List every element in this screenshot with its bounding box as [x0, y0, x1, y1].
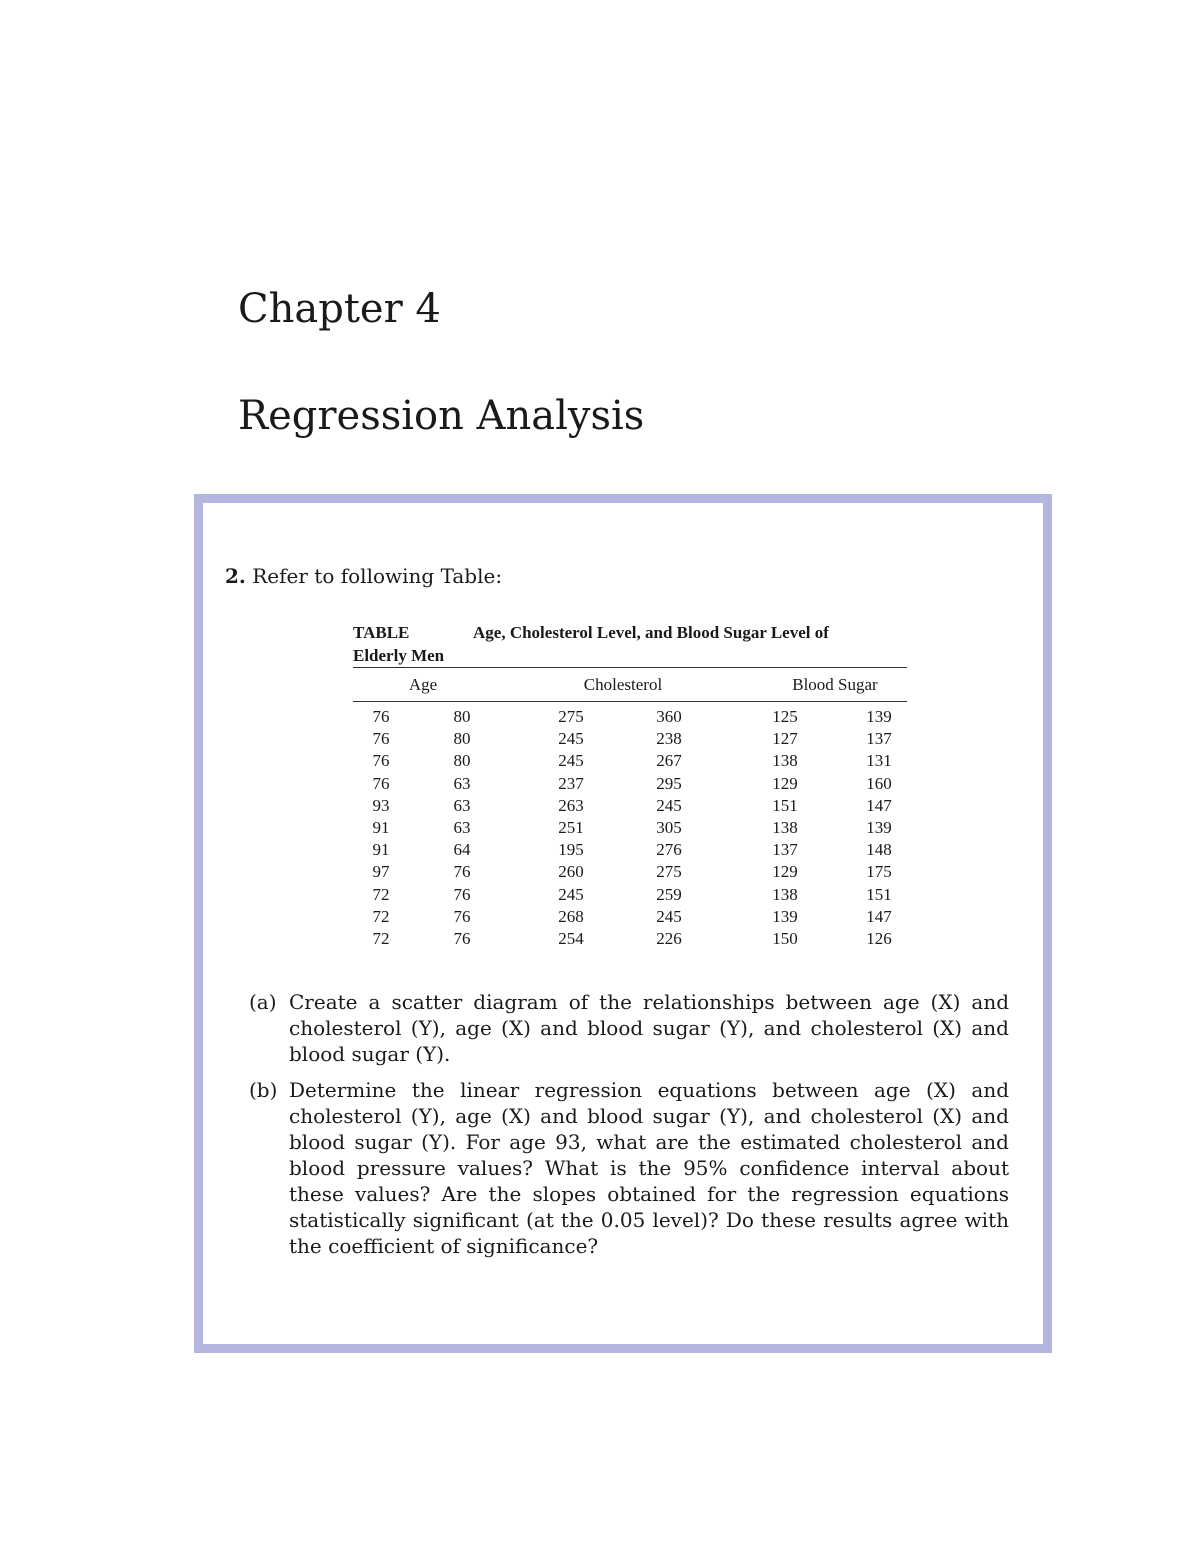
table-cell: 76 [453, 906, 471, 926]
table-label: TABLE [353, 623, 410, 642]
table-cell: 147 [866, 906, 892, 926]
table-cell: 76 [453, 928, 471, 948]
table-cell: 76 [372, 773, 390, 793]
header-age: Age [408, 675, 438, 694]
table-cell: 151 [866, 884, 892, 904]
column-cholesterol-1 [551, 706, 591, 950]
table-cell: 139 [866, 707, 892, 726]
table-caption [353, 621, 913, 667]
table-cell: 76 [453, 884, 471, 904]
table-cell: 127 [772, 729, 798, 749]
table-header-row [353, 668, 907, 701]
table-caption-line2: Elderly Men [353, 646, 445, 665]
table-cell: 151 [772, 795, 798, 815]
data-table [353, 667, 907, 954]
part-b [249, 1077, 1009, 1259]
table-cell: 245 [558, 751, 584, 771]
chapter-title: Regression Analysis [238, 393, 645, 439]
table-cell: 76 [372, 729, 390, 749]
table-cell: 245 [558, 729, 584, 749]
table-cell: 259 [656, 884, 682, 904]
table-cell: 245 [656, 795, 682, 815]
header-cholesterol: Cholesterol [583, 675, 663, 694]
exercise-box [194, 494, 1052, 1353]
table-cell: 295 [656, 773, 682, 793]
table-cell: 275 [558, 707, 584, 726]
table-cell: 245 [558, 884, 584, 904]
table-cell: 305 [656, 817, 682, 837]
table-cell: 275 [656, 862, 682, 882]
table-cell: 251 [558, 817, 584, 837]
table-cell: 137 [866, 729, 892, 749]
column-age-1 [361, 706, 401, 950]
table-cell: 80 [453, 751, 471, 771]
part-a [249, 989, 1009, 1067]
table-cell: 80 [453, 729, 471, 749]
table-cell: 91 [372, 817, 390, 837]
table-cell: 72 [372, 928, 390, 948]
problem-statement [225, 561, 502, 591]
table-cell: 138 [772, 751, 798, 771]
table-cell: 138 [772, 817, 798, 837]
part-b-text: Determine the linear regression equations between age (X) and cholesterol (Y), age (X) and blood sugar (Y), and cholesterol (X) and blood sugar (Y). For age 93, what are the estimated cholesterol and blood pressure values? What is the 95% confidence interval about these values? Are the slopes obtained for the regression equations statistically significant (at the 0.05 level)? Do these results agree with the coefficient of significance? [289, 1078, 1009, 1258]
table-cell: 268 [558, 906, 584, 926]
column-blood-sugar-1 [765, 706, 805, 950]
header-blood-sugar: Blood Sugar [792, 675, 878, 694]
table-cell: 245 [656, 906, 682, 926]
table-cell: 237 [558, 773, 584, 793]
table-cell: 195 [558, 840, 584, 860]
table-cell: 276 [656, 840, 682, 860]
table-cell: 147 [866, 795, 892, 815]
table-cell: 91 [372, 840, 390, 860]
column-age-2 [442, 706, 482, 950]
table-cell: 260 [558, 862, 584, 882]
table-cell: 263 [558, 795, 584, 815]
table-cell: 126 [866, 928, 892, 948]
table-cell: 226 [656, 928, 682, 948]
table-cell: 131 [866, 751, 892, 771]
column-cholesterol-2 [649, 706, 689, 950]
table-cell: 63 [453, 817, 471, 837]
table-cell: 63 [453, 773, 471, 793]
table-cell: 76 [453, 862, 471, 882]
problem-intro: Refer to following Table: [252, 564, 503, 588]
table-cell: 160 [866, 773, 892, 793]
table-cell: 64 [453, 840, 471, 860]
table-cell: 148 [866, 840, 892, 860]
table-cell: 137 [772, 840, 798, 860]
table-cell: 238 [656, 729, 682, 749]
table-cell: 129 [772, 773, 798, 793]
table-header-rule [353, 701, 907, 702]
table-cell: 93 [372, 795, 390, 815]
table-caption-line1: Age, Cholesterol Level, and Blood Sugar Level of [473, 623, 829, 642]
table-cell: 125 [772, 707, 798, 726]
table-cell: 129 [772, 862, 798, 882]
table-cell: 63 [453, 795, 471, 815]
table-cell: 72 [372, 884, 390, 904]
part-b-label: (b) [249, 1078, 278, 1102]
column-blood-sugar-2 [859, 706, 899, 950]
part-a-text: Create a scatter diagram of the relationships between age (X) and cholesterol (Y), age (X) and blood sugar (Y), and cholesterol (X) and blood sugar (Y). [289, 990, 1009, 1066]
table-cell: 139 [772, 906, 798, 926]
table-cell: 72 [372, 906, 390, 926]
table-cell: 139 [866, 817, 892, 837]
table-cell: 97 [372, 862, 390, 882]
exercise-parts [249, 989, 1009, 1269]
table-cell: 267 [656, 751, 682, 771]
problem-number: 2. [225, 564, 246, 588]
table-cell: 175 [866, 862, 892, 882]
table-cell: 76 [372, 707, 390, 726]
chapter-heading: Chapter 4 [238, 286, 441, 332]
table-cell: 150 [772, 928, 798, 948]
table-cell: 254 [558, 928, 584, 948]
table-cell: 76 [372, 751, 390, 771]
table-cell: 138 [772, 884, 798, 904]
table-cell: 80 [453, 707, 471, 726]
part-a-label: (a) [249, 990, 277, 1014]
table-cell: 360 [656, 707, 682, 726]
table-body [353, 706, 907, 954]
